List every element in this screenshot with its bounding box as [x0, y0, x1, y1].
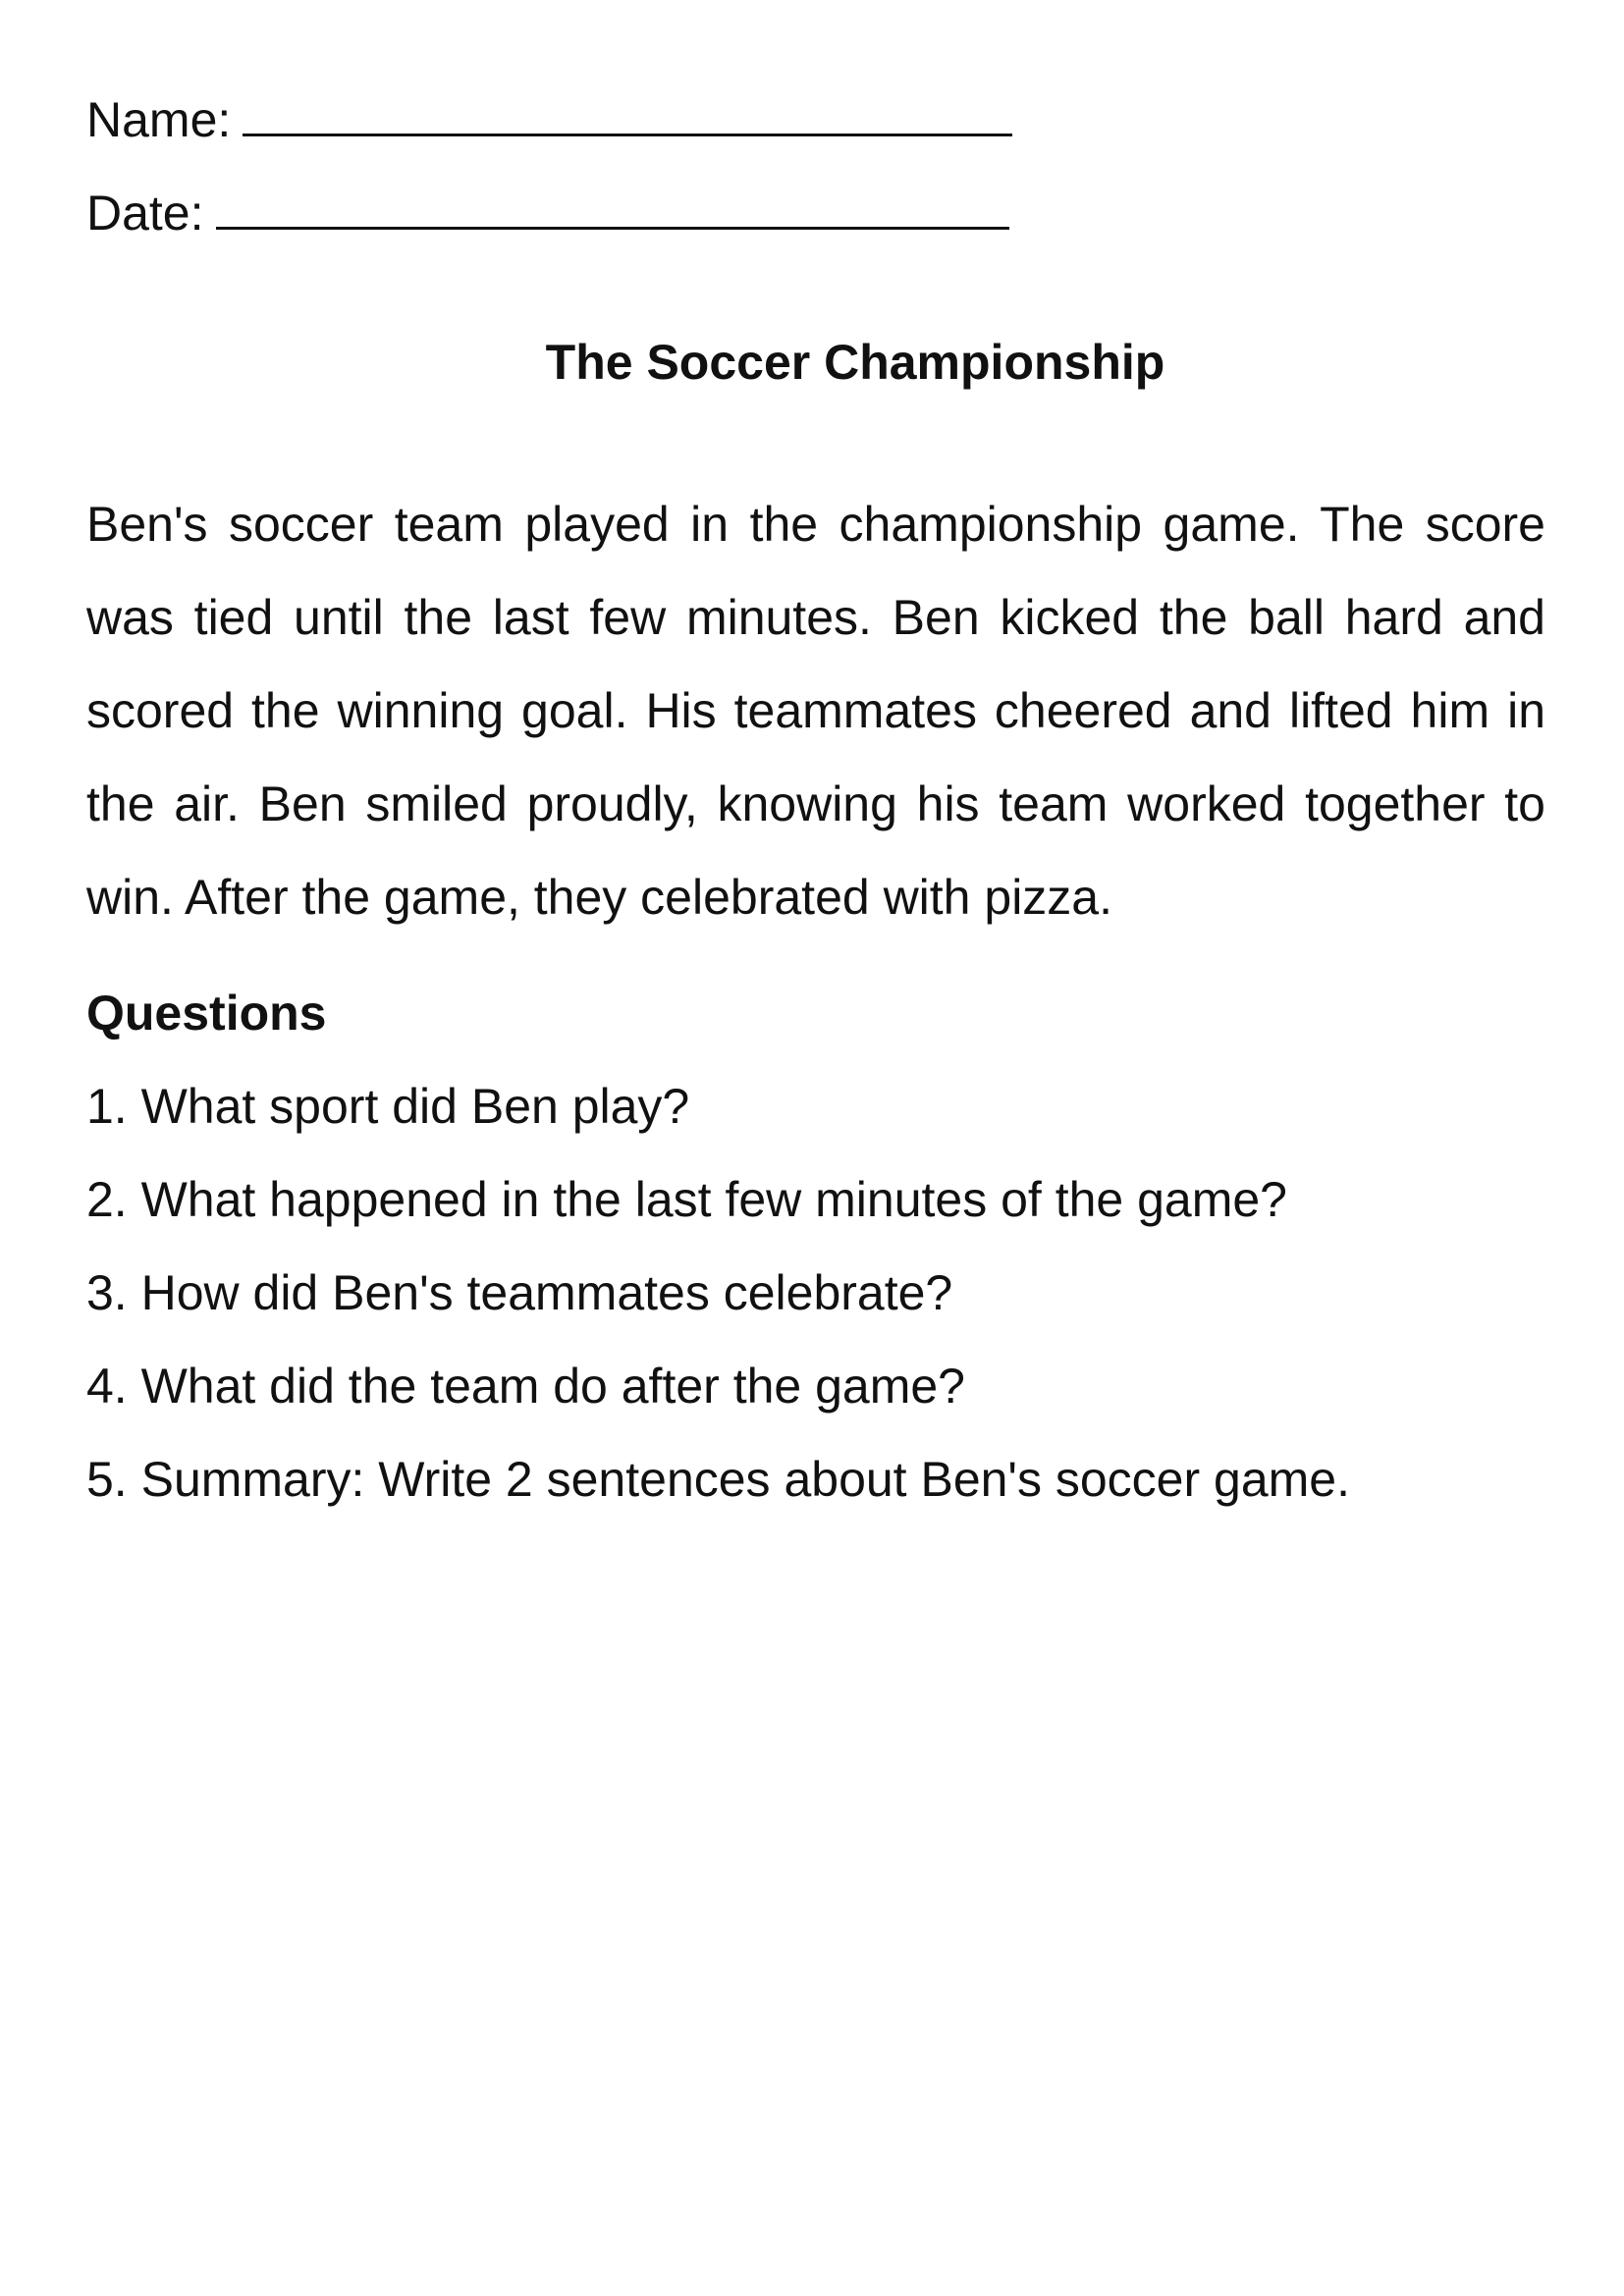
name-blank-line[interactable]: [243, 86, 1012, 136]
date-field: [86, 180, 1545, 239]
question-item: 4. What did the team do after the game?: [86, 1359, 965, 1414]
name-field: [86, 86, 1545, 145]
question-item: 5. Summary: Write 2 sentences about Ben's soccer game.: [86, 1452, 1350, 1507]
worksheet-page: [86, 86, 1545, 1509]
questions-heading: Questions: [86, 986, 327, 1041]
question-item: 2. What happened in the last few minutes of the game?: [86, 1172, 1287, 1227]
date-label: Date:: [86, 186, 204, 240]
name-label: Name:: [86, 92, 232, 147]
question-item: 3. How did Ben's teammates celebrate?: [86, 1265, 953, 1320]
worksheet-title: The Soccer Championship: [545, 335, 1165, 390]
date-blank-line[interactable]: [216, 180, 1009, 230]
reading-passage: Ben's soccer team played in the championship game. The score was tied until the last few minutes. Ben kicked the ball hard and scored the winning goal. His teammates cheered and lifted him in the air. Ben smiled proudly, knowing his team worked together to win. After the game, they celebrated with pizza.: [86, 497, 1545, 925]
question-item: 1. What sport did Ben play?: [86, 1079, 690, 1134]
